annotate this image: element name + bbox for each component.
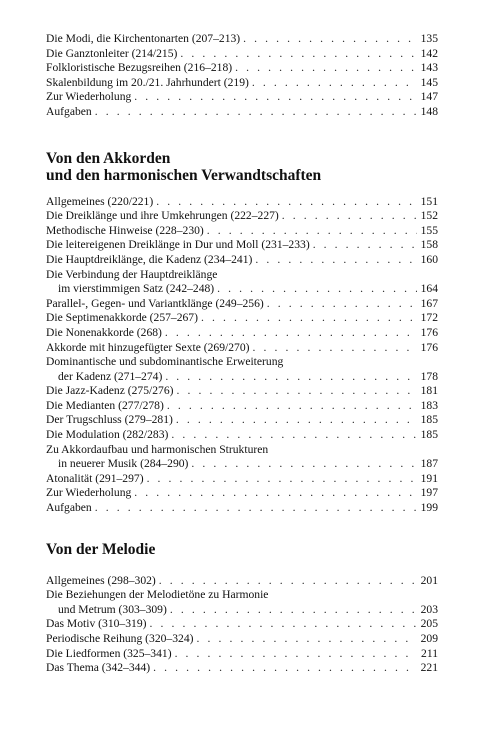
leader-dots <box>282 209 417 224</box>
leader-dots <box>176 384 417 399</box>
toc-entry-page: 187 <box>420 457 438 471</box>
leader-dots <box>253 341 418 356</box>
leader-dots <box>255 253 417 268</box>
toc-entry <box>46 632 438 647</box>
leader-dots <box>134 486 417 501</box>
leader-dots <box>201 311 417 326</box>
toc-entry <box>46 501 438 516</box>
toc-entry-page: 176 <box>420 340 438 354</box>
leader-dots <box>243 32 417 47</box>
toc-entry <box>46 617 438 632</box>
toc-entry-page: 143 <box>420 61 438 75</box>
leader-dots <box>207 224 417 239</box>
toc-entry-page: 147 <box>420 90 438 104</box>
toc-entry-title: in neuerer Musik (284–290) <box>58 457 189 471</box>
toc-entry-title: Parallel-, Gegen- und Variantklänge (249–256) <box>46 296 264 310</box>
toc-entry-page: 176 <box>420 325 438 339</box>
toc-entry-page: 203 <box>420 602 438 616</box>
toc-entry-page: 197 <box>420 486 438 500</box>
leader-dots <box>196 632 417 647</box>
toc-entry-title: Aufgaben <box>46 501 92 515</box>
toc-entry <box>46 428 438 443</box>
toc-entry-page: 142 <box>420 46 438 60</box>
toc-entry <box>46 370 438 385</box>
toc-entry-title: Die Liedformen (325–341) <box>46 646 172 660</box>
toc-entry <box>46 472 438 487</box>
toc-entry <box>46 486 438 501</box>
toc-entry <box>46 399 438 414</box>
toc-entry <box>46 224 438 239</box>
leader-dots <box>267 297 417 312</box>
toc-entry-page: 183 <box>420 398 438 412</box>
section-heading-line: Von der Melodie <box>46 540 156 558</box>
toc-entry-title: Die Dreiklänge und ihre Umkehrungen (222–227) <box>46 209 279 223</box>
toc-entry <box>46 297 438 312</box>
toc-entry-title: im vierstimmigen Satz (242–248) <box>58 282 215 296</box>
toc-entry-title: der Kadenz (271–274) <box>58 369 163 383</box>
toc-entry-page: 201 <box>420 573 438 587</box>
toc-entry <box>46 238 438 253</box>
leader-dots <box>252 76 417 91</box>
toc-entry-title-line: Die Beziehungen der Melodietöne zu Harmonie <box>46 588 269 602</box>
toc-entry-page: 164 <box>420 282 438 296</box>
toc-entry <box>46 326 438 341</box>
toc-entry-page: 135 <box>420 32 438 45</box>
toc-entry-title: Atonalität (291–297) <box>46 471 144 485</box>
toc-entry-page: 185 <box>420 413 438 427</box>
toc-section-melody <box>46 574 438 676</box>
toc-entry-page: 151 <box>420 194 438 208</box>
leader-dots <box>176 413 417 428</box>
toc-entry-title: Methodische Hinweise (228–230) <box>46 223 204 237</box>
leader-dots <box>217 282 417 297</box>
leader-dots <box>191 457 417 472</box>
leader-dots <box>235 61 417 76</box>
toc-entry <box>46 195 438 210</box>
toc-entry-title: Der Trugschluss (279–281) <box>46 413 173 427</box>
toc-entry-title: Periodische Reihung (320–324) <box>46 632 194 645</box>
toc-entry <box>46 647 438 662</box>
toc-entry-page: 205 <box>420 617 438 631</box>
toc-entry <box>46 105 438 120</box>
leader-dots <box>313 238 417 253</box>
leader-dots <box>165 370 417 385</box>
leader-dots <box>171 428 417 443</box>
toc-entry-page: 160 <box>420 252 438 266</box>
toc-entry-page: 152 <box>420 209 438 223</box>
toc-entry-page: 181 <box>420 384 438 398</box>
toc-entry-page: 185 <box>420 428 438 442</box>
leader-dots <box>95 105 417 120</box>
leader-dots <box>170 603 417 618</box>
toc-entry-page: 199 <box>420 501 438 515</box>
toc-entry-title: Die leitereigenen Dreiklänge in Dur und Moll (231–233) <box>46 238 310 252</box>
toc-section-scales <box>46 32 438 120</box>
leader-dots <box>175 647 417 662</box>
toc-entry <box>46 661 438 676</box>
leader-dots <box>134 90 417 105</box>
toc-entry-title: Die Modi, die Kirchentonarten (207–213) <box>46 32 241 45</box>
toc-entry-title: Die Hauptdreiklänge, die Kadenz (234–241) <box>46 252 253 266</box>
toc-entry-page: 191 <box>420 471 438 485</box>
toc-entry-page: 209 <box>420 632 438 645</box>
toc-entry-page: 158 <box>420 238 438 252</box>
toc-entry-title: Zur Wiederholung <box>46 486 132 500</box>
toc-entry <box>46 311 438 326</box>
toc-entry-title: Akkorde mit hinzugefügter Sexte (269/270) <box>46 340 250 354</box>
toc-entry <box>46 574 438 589</box>
leader-dots <box>167 399 417 414</box>
leader-dots <box>147 472 417 487</box>
section-heading-line: Von den Akkorden <box>46 149 171 167</box>
toc-entry-title-line: Die Verbindung der Hauptdreiklänge <box>46 267 218 281</box>
toc-entry-title: Allgemeines (220/221) <box>46 194 154 208</box>
toc-entry-title: Aufgaben <box>46 104 92 118</box>
toc-entry-page: 221 <box>420 661 438 675</box>
leader-dots <box>149 617 417 632</box>
toc-entry-page: 178 <box>420 369 438 383</box>
toc-entry-title-line: Dominantische und subdominantische Erweiterung <box>46 355 284 369</box>
toc-entry-title: Die Ganztonleiter (214/215) <box>46 46 178 60</box>
toc-entry <box>46 413 438 428</box>
toc-entry <box>46 90 438 105</box>
toc-entry-title: Die Medianten (277/278) <box>46 398 164 412</box>
leader-dots <box>153 661 417 676</box>
toc-entry-title: Folkloristische Bezugsreihen (216–218) <box>46 61 233 75</box>
toc-entry <box>46 603 438 618</box>
toc-entry-title: Die Nonenakkorde (268) <box>46 325 162 339</box>
section-heading <box>46 150 438 184</box>
toc-entry-title: Das Thema (342–344) <box>46 661 151 675</box>
section-heading <box>46 541 438 558</box>
toc-entry-title: Allgemeines (298–302) <box>46 573 156 587</box>
toc-entry <box>46 209 438 224</box>
section-heading-line: und den harmonischen Verwandtschaften <box>46 166 322 184</box>
toc-entry-title: Zur Wiederholung <box>46 90 132 104</box>
toc-entry-page: 211 <box>421 646 438 660</box>
toc-entry <box>46 32 438 47</box>
toc-entry <box>46 76 438 91</box>
toc-entry-page: 145 <box>420 75 438 89</box>
toc-entry-title: Das Motiv (310–319) <box>46 617 147 631</box>
toc-entry <box>46 457 438 472</box>
toc-entry-page: 172 <box>420 311 438 325</box>
toc-entry-page: 167 <box>420 296 438 310</box>
table-of-contents <box>46 32 438 676</box>
toc-entry-title: Die Modulation (282/283) <box>46 428 169 442</box>
toc-entry <box>46 47 438 62</box>
leader-dots <box>180 47 417 62</box>
toc-entry <box>46 341 438 356</box>
toc-entry-title: Skalenbildung im 20./21. Jahrhundert (219) <box>46 75 249 89</box>
leader-dots <box>95 501 417 516</box>
toc-entry <box>46 253 438 268</box>
leader-dots <box>159 574 417 589</box>
toc-entry <box>46 384 438 399</box>
toc-entry-title-line: Zu Akkordaufbau und harmonischen Strukturen <box>46 442 269 456</box>
leader-dots <box>165 326 417 341</box>
toc-entry <box>46 282 438 297</box>
toc-entry-page: 148 <box>420 104 438 118</box>
toc-entry-title: und Metrum (303–309) <box>58 602 167 616</box>
toc-entry-title: Die Jazz-Kadenz (275/276) <box>46 384 174 398</box>
toc-section-chords <box>46 195 438 516</box>
leader-dots <box>156 195 417 210</box>
toc-entry-page: 155 <box>420 223 438 237</box>
toc-entry <box>46 61 438 76</box>
toc-entry-title: Die Septimenakkorde (257–267) <box>46 311 198 325</box>
